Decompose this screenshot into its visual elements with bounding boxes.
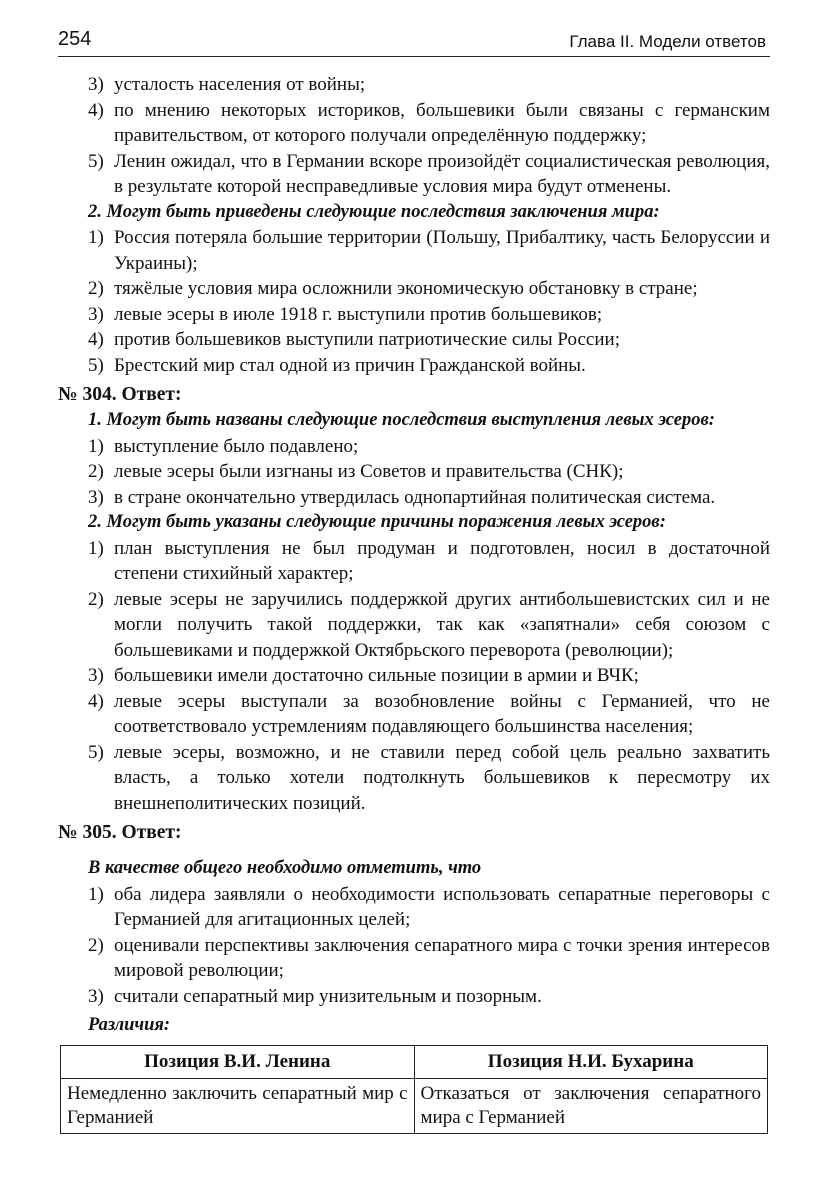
item-text: левые эсеры выступали за возобновление войны с Германией, что не соответствовало устремлениям подавляющего большинства населения; — [114, 690, 770, 737]
answer-305-common-heading: В качестве общего необходимо отметить, что — [88, 858, 482, 878]
list-item — [58, 72, 770, 98]
answer-304-part1-list — [58, 434, 770, 511]
item-number: 2) — [88, 934, 104, 956]
lenin-position-cell: Немедленно заключить сепаратный мир с Германией — [61, 1078, 415, 1133]
bukharin-column-header: Позиция Н.И. Бухарина — [414, 1045, 768, 1078]
list-item — [58, 587, 770, 664]
item-text: по мнению некоторых историков, большевики были связаны с германским правительством, от которого получали определённую поддержку; — [114, 99, 770, 146]
item-text: левые эсеры, возможно, и не ставили перед собой цель реально захватить власть, а только хотели подтолкнуть большевиков к пересмотру их внешнеполитических позиций. — [114, 741, 770, 814]
list-item — [58, 933, 770, 984]
item-number: 3) — [88, 665, 104, 686]
item-number: 3) — [88, 74, 104, 95]
item-text: Россия потеряла большие территории (Польшу, Прибалтику, часть Белоруссии и Украины); — [114, 227, 770, 274]
answer-304-part1-heading: 1. Могут быть названы следующие последствия выступления левых эсеров: — [88, 410, 715, 430]
item-text: против большевиков выступили патриотические силы России; — [114, 329, 620, 350]
differences-table — [60, 1045, 768, 1134]
list-item — [58, 689, 770, 740]
consequences-list — [58, 225, 770, 378]
item-text: Брестский мир стал одной из причин Гражданской войны. — [114, 354, 586, 376]
lenin-column-header: Позиция В.И. Ленина — [61, 1045, 415, 1078]
page-header — [58, 26, 770, 57]
list-item — [58, 882, 770, 933]
bukharin-position-cell: Отказаться от заключения сепаратного мира с Германией — [414, 1078, 768, 1133]
list-item — [58, 434, 770, 460]
item-number: 5) — [88, 741, 104, 763]
consequences-heading: 2. Могут быть приведены следующие последствия заключения мира: — [88, 201, 660, 222]
list-item — [58, 225, 770, 276]
item-number: 3) — [88, 486, 104, 508]
item-number: 1) — [88, 435, 104, 457]
chapter-title: Глава II. Модели ответов — [569, 32, 766, 51]
answer-305-title: № 305. Ответ: — [58, 822, 182, 843]
item-text: оба лидера заявляли о необходимости использовать сепаратные переговоры с Германией для агитационных целей; — [114, 883, 770, 930]
intro-list — [58, 72, 770, 200]
item-text: оценивали перспективы заключения сепаратного мира с точки зрения интересов мировой революции; — [114, 934, 770, 981]
list-item — [58, 302, 770, 328]
list-item — [58, 353, 770, 379]
item-text: план выступления не был продуман и подготовлен, носил в достаточной степени стихийный характер; — [114, 537, 770, 584]
item-text: в стране окончательно утвердилась однопартийная политическая система. — [114, 486, 716, 508]
item-text: левые эсеры в июле 1918 г. выступили против большевиков; — [114, 303, 603, 325]
list-item — [58, 327, 770, 353]
item-number: 3) — [88, 985, 104, 1007]
item-number: 2) — [88, 588, 104, 610]
answer-304-part2-heading: 2. Могут быть указаны следующие причины поражения левых эсеров: — [88, 512, 666, 532]
item-text: усталость населения от войны; — [114, 74, 366, 95]
differences-heading: Различия: — [88, 1015, 171, 1035]
list-item — [58, 536, 770, 587]
list-item — [58, 485, 770, 511]
list-item — [58, 984, 770, 1010]
list-item — [58, 740, 770, 817]
item-number: 5) — [88, 150, 104, 172]
item-text: тяжёлые условия мира осложнили экономическую обстановку в стране; — [114, 278, 698, 299]
item-text: выступление было подавлено; — [114, 435, 359, 457]
answer-305-list — [58, 882, 770, 1010]
list-item — [58, 98, 770, 149]
list-item — [58, 276, 770, 302]
item-text: большевики имели достаточно сильные позиции в армии и ВЧК; — [114, 665, 639, 686]
page-content — [58, 72, 770, 1134]
item-number: 4) — [88, 99, 104, 121]
item-number: 4) — [88, 329, 104, 350]
item-number: 1) — [88, 537, 104, 559]
item-number: 5) — [88, 354, 104, 376]
item-number: 2) — [88, 278, 104, 299]
item-text: Ленин ожидал, что в Германии вскоре произойдёт социалистическая революция, в результате которой несправедливые условия мира будут отменены. — [114, 150, 770, 197]
answer-304-title: № 304. Ответ: — [58, 384, 182, 405]
item-number: 4) — [88, 690, 104, 712]
list-item — [58, 459, 770, 485]
item-number: 2) — [88, 461, 104, 482]
item-number: 3) — [88, 303, 104, 325]
page-number: 254 — [58, 28, 92, 50]
item-text: считали сепаратный мир унизительным и позорным. — [114, 985, 542, 1007]
item-text: левые эсеры не заручились поддержкой других антибольшевистских сил и не могли получить такой поддержки, так как «запятнали» себя союзом с большевиками и поддержкой Октябрьского переворота (революции); — [114, 588, 770, 661]
list-item — [58, 149, 770, 200]
item-number: 1) — [88, 227, 104, 248]
item-number: 1) — [88, 883, 104, 905]
item-text: левые эсеры были изгнаны из Советов и правительства (СНК); — [114, 461, 624, 482]
answer-304-part2-list — [58, 536, 770, 817]
table-row — [61, 1078, 768, 1133]
list-item — [58, 663, 770, 689]
table-header-row — [61, 1045, 768, 1078]
